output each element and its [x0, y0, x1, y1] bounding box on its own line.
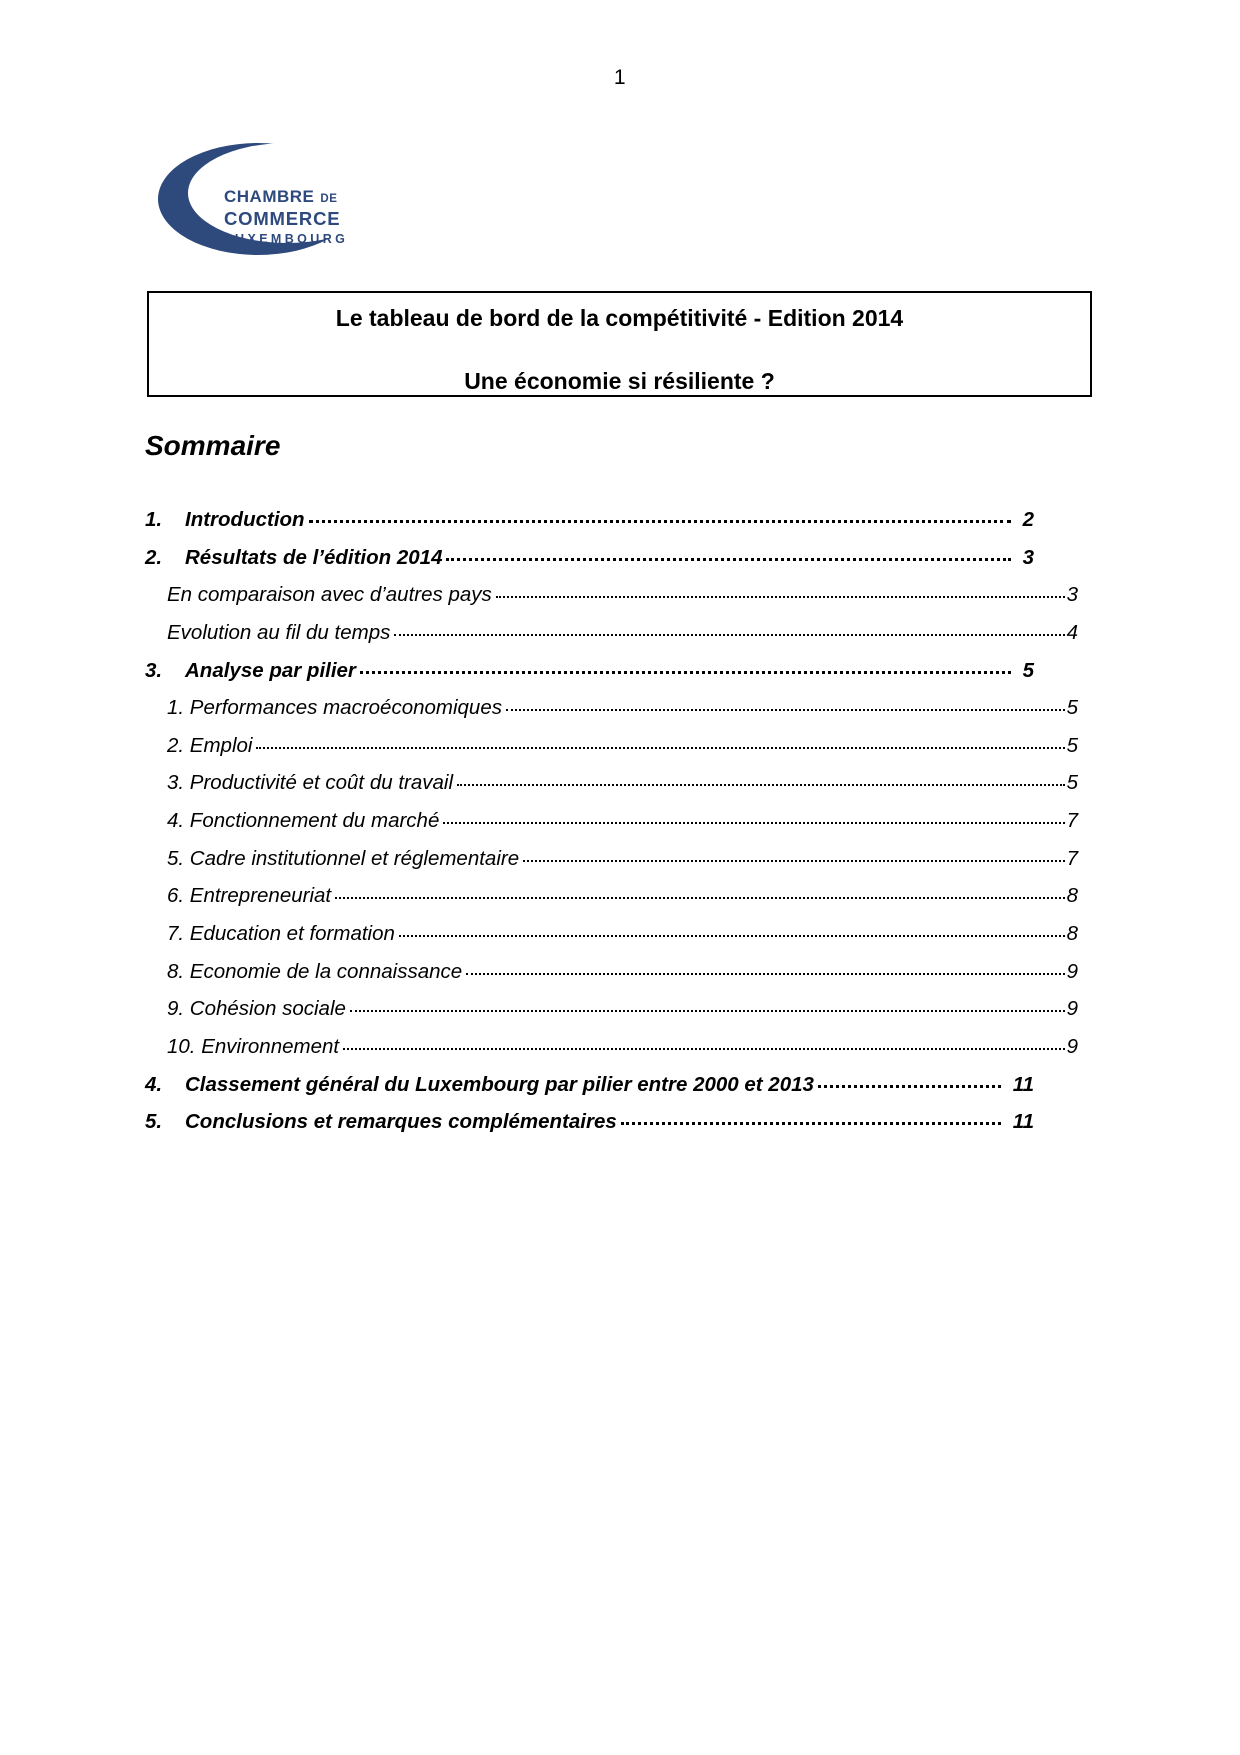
title-box [147, 291, 1092, 397]
toc-dot-leader [466, 973, 1064, 975]
toc-entry[interactable] [145, 1028, 1078, 1066]
toc-entry[interactable] [145, 1066, 1078, 1104]
toc-entry-page: 5 [1022, 658, 1034, 682]
toc-dot-leader [350, 1010, 1065, 1012]
toc-entry-page: 4 [1066, 620, 1078, 644]
toc-entry-label: 9. Cohésion sociale [167, 997, 346, 1021]
toc-entry[interactable] [145, 877, 1078, 915]
toc-entry-label: Conclusions et remarques complémentaires [185, 1110, 617, 1134]
toc-entry-label: 7. Education et formation [167, 922, 395, 946]
toc-entry-label: Introduction [185, 508, 305, 531]
toc-entry-number: 3. [145, 658, 163, 682]
toc-entry-page: 2 [1022, 508, 1034, 531]
toc-entry-label: Résultats de l’édition 2014 [185, 545, 443, 569]
toc-entry-page: 11 [1012, 1110, 1034, 1134]
toc-dot-leader [496, 596, 1065, 598]
toc-entry-label: 8. Economie de la connaissance [167, 959, 463, 983]
toc-entry[interactable] [145, 953, 1078, 991]
toc-entry[interactable] [145, 915, 1078, 953]
toc-entry-page: 9 [1066, 959, 1078, 983]
toc-heading: Sommaire [145, 430, 281, 461]
logo-word-commerce: COMMERCE [224, 207, 341, 229]
toc-dot-leader [443, 822, 1064, 824]
toc-dot-leader [818, 1085, 1001, 1088]
toc-entry[interactable] [145, 727, 1078, 765]
toc-entry-page: 3 [1066, 583, 1078, 607]
toc-entry-page: 7 [1066, 809, 1078, 833]
toc-dot-leader [256, 747, 1064, 749]
toc-entry[interactable] [145, 576, 1078, 614]
toc-entry-label: 3. Productivité et coût du travail [167, 771, 454, 795]
toc-entry-label: 1. Performances macroéconomiques [167, 696, 502, 720]
toc-entry-page: 5 [1066, 696, 1078, 720]
toc-entry[interactable] [145, 652, 1078, 690]
document-subtitle: Une économie si résiliente ? [464, 368, 775, 394]
toc-entry[interactable] [145, 990, 1078, 1028]
toc-entry-page: 9 [1066, 997, 1078, 1021]
toc-entry-label: Analyse par pilier [185, 658, 356, 682]
toc-entry[interactable] [145, 501, 1078, 539]
toc-entry-label: 10. Environnement [167, 1034, 340, 1058]
logo-word-luxembourg: LUXEMBOURG [224, 232, 349, 246]
toc-entry-page: 11 [1012, 1072, 1034, 1096]
toc-entry-page: 7 [1066, 846, 1078, 870]
toc-entry[interactable] [145, 802, 1078, 840]
toc-entry[interactable] [145, 539, 1078, 577]
toc-dot-leader [309, 520, 1011, 523]
toc-entry-page: 3 [1022, 545, 1034, 569]
logo-line1 [224, 188, 348, 206]
toc-dot-leader [399, 935, 1065, 937]
toc-entry-number: 4. [145, 1072, 163, 1096]
toc-entry-label: En comparaison avec d’autres pays [167, 583, 492, 607]
logo-text [224, 188, 348, 246]
toc-dot-leader [394, 634, 1064, 636]
chamber-of-commerce-logo [158, 142, 372, 258]
toc-dot-leader [523, 860, 1064, 862]
logo-word-chambre: CHAMBRE [224, 187, 315, 206]
toc-entry-label: 4. Fonctionnement du marché [167, 809, 440, 833]
toc-dot-leader [360, 671, 1011, 674]
toc-entry-number: 5. [145, 1110, 163, 1134]
toc-entry-page: 8 [1066, 922, 1078, 946]
toc-dot-leader [343, 1048, 1065, 1050]
toc-entry[interactable] [145, 1103, 1078, 1141]
toc-entry-label: Evolution au fil du temps [167, 620, 391, 644]
page-number: 1 [613, 66, 627, 89]
toc-entry[interactable] [145, 614, 1078, 652]
toc-entry[interactable] [145, 689, 1078, 727]
toc-entry-label: 2. Emploi [167, 733, 253, 757]
toc-entry-page: 8 [1066, 884, 1078, 908]
toc-dot-leader [506, 709, 1065, 711]
toc-entry-page: 9 [1066, 1034, 1078, 1058]
toc-entry[interactable] [145, 840, 1078, 878]
logo-word-de: DE [320, 193, 338, 205]
toc-entry-number: 1. [145, 508, 163, 531]
toc-dot-leader [621, 1122, 1001, 1125]
toc-entry-label: Classement général du Luxembourg par pilier entre 2000 et 2013 [185, 1072, 814, 1096]
toc-entry-page: 5 [1066, 771, 1078, 795]
toc-entry-page: 5 [1066, 733, 1078, 757]
toc-dot-leader [457, 784, 1065, 786]
toc-entry-label: 6. Entrepreneuriat [167, 884, 332, 908]
toc-entry[interactable] [145, 764, 1078, 802]
table-of-contents [145, 501, 1078, 1141]
toc-dot-leader [335, 897, 1064, 899]
toc-dot-leader [446, 558, 1010, 561]
toc-entry-number: 2. [145, 545, 163, 569]
document-title: Le tableau de bord de la compétitivité - Edition 2014 [335, 305, 904, 331]
toc-entry-label: 5. Cadre institutionnel et réglementaire [167, 846, 520, 870]
